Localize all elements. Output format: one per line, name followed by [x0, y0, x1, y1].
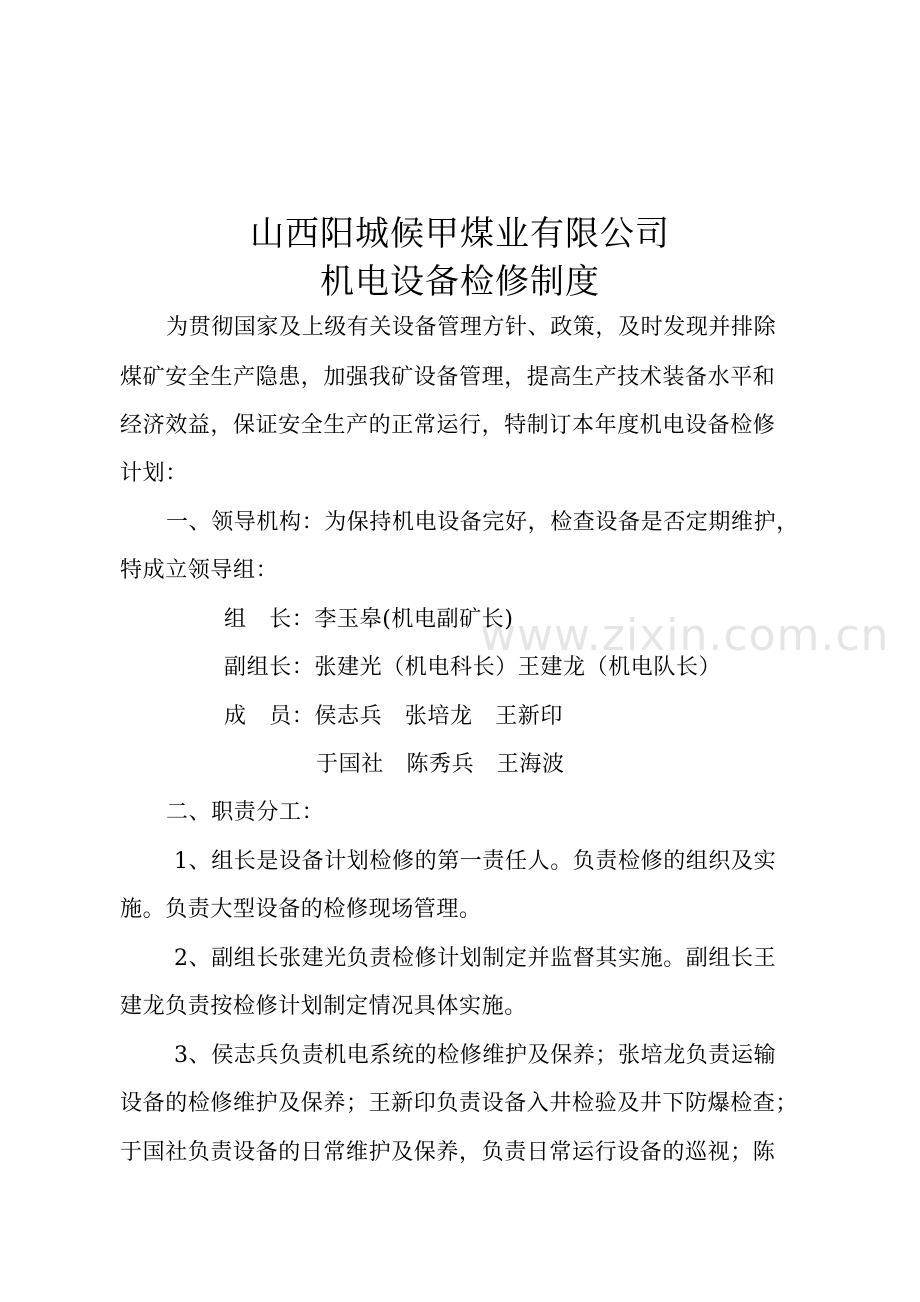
section1-line-1: 一、领导机构：为保持机电设备完好，检查设备是否定期维护， [166, 510, 799, 535]
duty3-line-2: 设备的检修维护及保养；王新印负责设备入井检验及井下防爆检查； [120, 1091, 799, 1116]
intro-line-1: 为贯彻国家及上级有关设备管理方针、政策，及时发现并排除 [166, 315, 777, 340]
leader-line: 组 长：李玉皋(机电副矿长) [224, 607, 514, 632]
company-title: 山西阳城候甲煤业有限公司 [250, 214, 670, 254]
watermark: www.zixin.com.cn [480, 610, 890, 661]
duty1-line-2: 施。负责大型设备的检修现场管理。 [120, 897, 482, 922]
members-line-1: 成 员：侯志兵 张培龙 王新印 [224, 704, 564, 729]
duty3-line-3: 于国社负责设备的日常维护及保养，负责日常运行设备的巡视；陈 [120, 1140, 776, 1165]
section1-line-2: 特成立领导组： [120, 558, 279, 583]
intro-line-3: 经济效益，保证安全生产的正常运行，特制订本年度机电设备检修 [120, 413, 776, 438]
document-title: 机电设备检修制度 [320, 262, 600, 302]
section2-title: 二、职责分工： [166, 800, 325, 825]
duty1-line-1: 1、组长是设备计划检修的第一责任人。负责检修的组织及实 [174, 849, 777, 874]
duty2-line-1: 2、副组长张建光负责检修计划制定并监督其实施。副组长王 [174, 946, 777, 971]
duty2-line-2: 建龙负责按检修计划制定情况具体实施。 [120, 994, 527, 1019]
duty3-line-1: 3、侯志兵负责机电系统的检修维护及保养；张培龙负责运输 [174, 1043, 777, 1068]
intro-line-2: 煤矿安全生产隐患，加强我矿设备管理，提高生产技术装备水平和 [120, 365, 776, 390]
intro-line-4: 计划： [120, 461, 188, 486]
members-line-2: 于国社 陈秀兵 王海波 [316, 752, 565, 777]
deputy-line: 副组长：张建光（机电科长）王建龙（机电队长） [224, 655, 722, 680]
